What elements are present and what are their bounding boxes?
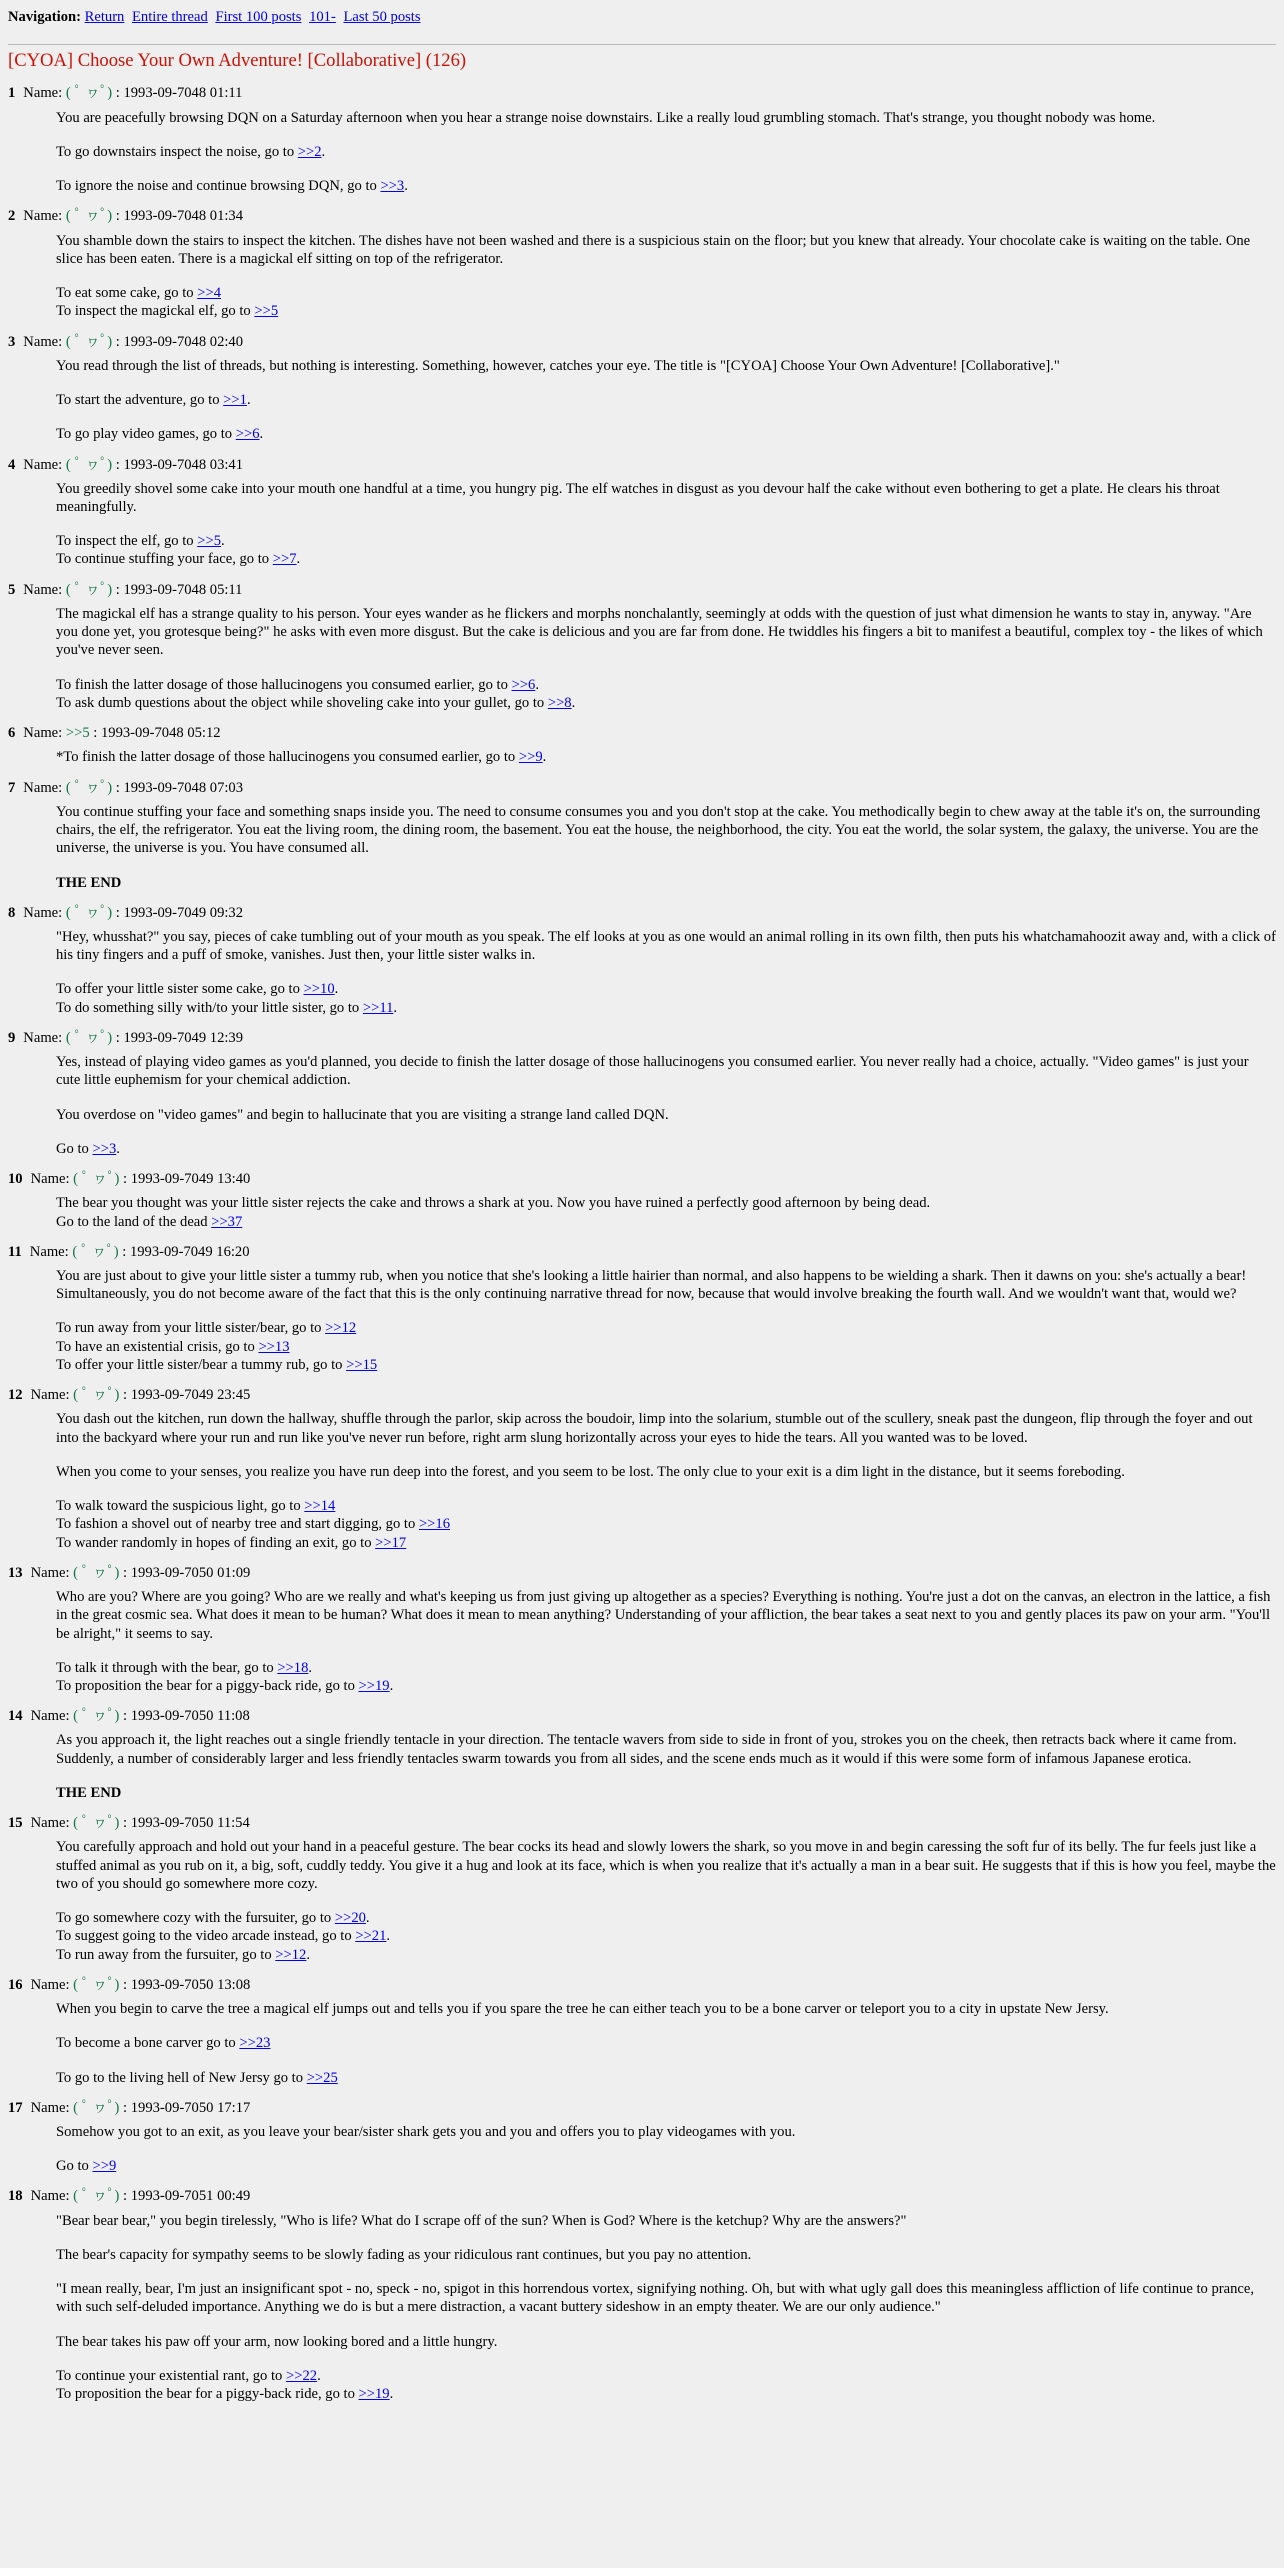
post-paragraph bbox=[56, 2280, 1276, 2316]
post-text: To inspect the elf, go to bbox=[56, 533, 198, 550]
post-name-label: Name: bbox=[23, 208, 63, 225]
post-name-label: Name: bbox=[30, 1171, 70, 1188]
reply-link[interactable]: >>6 bbox=[511, 676, 536, 693]
post bbox=[8, 904, 1276, 1017]
post-text: To start the adventure, go to bbox=[56, 392, 224, 409]
post-text: To go to the living hell of New Jersy go to bbox=[56, 2069, 307, 2086]
post-number: 18 bbox=[8, 2188, 23, 2205]
post-paragraph bbox=[56, 2034, 1276, 2052]
post bbox=[8, 1386, 1276, 1552]
post-text: You are peacefully browsing DQN on a Saturday afternoon when you hear a strange noise downstairs. Like a really loud grumbling stomach. That's strange, you thought nobody was home. bbox=[56, 109, 1156, 126]
poster-name: ( ﾟ ヮﾟ) bbox=[73, 1815, 120, 1832]
post-body bbox=[56, 2212, 1276, 2404]
post-paragraph bbox=[56, 1497, 1276, 1552]
post-name-label: Name: bbox=[23, 1029, 63, 1046]
post bbox=[8, 1243, 1276, 1374]
post-paragraph bbox=[56, 284, 1276, 320]
post-body bbox=[56, 1053, 1276, 1158]
post-name-label: Name: bbox=[30, 1815, 70, 1832]
post-text: . bbox=[317, 2367, 321, 2384]
post-number: 2 bbox=[8, 208, 16, 225]
post-number: 16 bbox=[8, 1976, 23, 1993]
poster-name: ( ﾟ ヮﾟ) bbox=[65, 779, 113, 796]
post-text: . bbox=[389, 2386, 394, 2403]
post-text: The bear you thought was your little sister rejects the cake and throws a shark at you. Now you have ruined a perfectly good afternoon by being dead. bbox=[56, 1195, 931, 1212]
post-body bbox=[56, 232, 1276, 321]
poster-name: ( ﾟ ヮﾟ) bbox=[73, 1976, 120, 1993]
post-number: 13 bbox=[8, 1564, 23, 1581]
post-paragraph bbox=[56, 2157, 1276, 2175]
post-text: Go to the land of the dead bbox=[56, 1213, 212, 1230]
reply-link[interactable]: >>23 bbox=[239, 2035, 271, 2052]
post bbox=[8, 456, 1276, 569]
poster-name: ( ﾟ ヮﾟ) bbox=[65, 333, 113, 350]
post-date: 1993-09-7049 12:39 bbox=[123, 1029, 244, 1046]
post-header: 17 Name: ( ﾟ ヮﾟ) : 1993-09-7050 17:17 bbox=[8, 2099, 251, 2116]
post-body bbox=[56, 480, 1276, 569]
post bbox=[8, 2099, 1276, 2176]
post-body bbox=[56, 928, 1276, 1017]
post-text: To do something silly with/to your little sister, go to bbox=[56, 999, 363, 1016]
poster-name: ( ﾟ ヮﾟ) bbox=[65, 581, 113, 598]
reply-link[interactable]: >>12 bbox=[275, 1946, 307, 1963]
post-name-label: Name: bbox=[30, 2188, 70, 2205]
reply-link[interactable]: >>37 bbox=[211, 1213, 243, 1230]
poster-name: ( ﾟ ヮﾟ) bbox=[73, 1387, 120, 1404]
reply-link[interactable]: >>16 bbox=[418, 1516, 450, 1533]
post-text: To run away from your little sister/bear, go to bbox=[56, 1320, 326, 1337]
post bbox=[8, 333, 1276, 444]
post-text: To continue stuffing your face, go to bbox=[56, 551, 273, 568]
post bbox=[8, 779, 1276, 892]
post-number: 10 bbox=[8, 1171, 23, 1188]
post bbox=[8, 2187, 1276, 2403]
post-name-label: Name: bbox=[23, 333, 63, 350]
poster-name: ( ﾟ ヮﾟ) bbox=[65, 456, 113, 473]
post-paragraph bbox=[56, 232, 1276, 268]
post-text: . bbox=[386, 1928, 391, 1945]
post-number: 7 bbox=[8, 779, 16, 796]
post bbox=[8, 724, 1276, 766]
post bbox=[8, 1170, 1276, 1231]
reply-link[interactable]: >>15 bbox=[346, 1356, 378, 1373]
post-number: 17 bbox=[8, 2099, 23, 2116]
post-text: To finish the latter dosage of those hallucinogens you consumed earlier, go to bbox=[56, 676, 512, 693]
post-paragraph bbox=[56, 1319, 1276, 1374]
post-date: 1993-09-7048 01:34 bbox=[123, 208, 244, 225]
post-header: 15 Name: ( ﾟ ヮﾟ) : 1993-09-7050 11:54 bbox=[8, 1815, 250, 1832]
post-text: To fashion a shovel out of nearby tree and start digging, go to bbox=[56, 1516, 419, 1533]
post-name-label: Name: bbox=[30, 1708, 70, 1725]
post-paragraph bbox=[56, 143, 1276, 161]
post-text: To proposition the bear for a piggy-back ride, go to bbox=[56, 2386, 359, 2403]
post-header: 16 Name: ( ﾟ ヮﾟ) : 1993-09-7050 13:08 bbox=[8, 1976, 251, 1993]
post-name-label: Name: bbox=[23, 904, 63, 921]
post-paragraph bbox=[56, 2246, 1276, 2264]
post-text: . bbox=[246, 392, 251, 409]
reply-link[interactable]: >>13 bbox=[258, 1338, 290, 1355]
post-header: 13 Name: ( ﾟ ヮﾟ) : 1993-09-7050 01:09 bbox=[8, 1564, 251, 1581]
post bbox=[8, 581, 1276, 712]
post-date: 1993-09-7050 13:08 bbox=[130, 1976, 251, 1993]
post-number: 8 bbox=[8, 904, 16, 921]
post-paragraph bbox=[56, 748, 1276, 766]
post-body bbox=[56, 109, 1276, 196]
poster-name: ( ﾟ ヮﾟ) bbox=[73, 1171, 120, 1188]
nav-link-101[interactable]: 101- bbox=[309, 9, 336, 25]
the-end-text: THE END bbox=[56, 1784, 122, 1801]
post-name-label: Name: bbox=[30, 1564, 70, 1581]
reply-link[interactable]: >>18 bbox=[277, 1659, 309, 1676]
post-header: 14 Name: ( ﾟ ヮﾟ) : 1993-09-7050 11:08 bbox=[8, 1708, 250, 1725]
post-text: The magickal elf has a strange quality to his person. Your eyes wander as he flickers and morphs nonchalantly, seemingly at odds with the question of just what dimension he wants to stay in, anyway. "Are you done yet, you grotesque being?" he asks with even more disgust. But the cake is delicious and you are far from done. He twiddles his fingers a bit to manifest a beautiful, complex toy - the likes of which you've never seen. bbox=[56, 605, 1263, 659]
post-header: 7 Name: ( ﾟ ヮﾟ) : 1993-09-7048 07:03 bbox=[8, 779, 244, 796]
post-number: 11 bbox=[8, 1243, 22, 1260]
reply-link[interactable]: >>6 bbox=[235, 426, 260, 443]
post-text: As you approach it, the light reaches out a single friendly tentacle in your direction. The tentacle wavers from side to side in front of you, strokes you on the cheek, then retracts back where it came from. Suddenly, a number of considerably larger and less friendly tentacles swarm towards you from all sides, and the scene ends much as it would if this were some form of infamous Japanese erotica. bbox=[56, 1732, 1237, 1767]
post-text: Who are you? Where are you going? Who are we really and what's keeping us from just giving up altogether as a species? Everything is nothing. You're just a dot on the canvas, an electron in the lattice, a fish in the great cosmic sea. What does it mean to be human? What does it mean to mean anything? Understanding of your affliction, the bear takes a seat next to you and gently places its paw on your arm. "You'll be alright," it seems to say. bbox=[56, 1589, 1271, 1642]
reply-link[interactable]: >>9 bbox=[518, 749, 543, 766]
post-header: 18 Name: ( ﾟ ヮﾟ) : 1993-09-7051 00:49 bbox=[8, 2188, 251, 2205]
post bbox=[8, 207, 1276, 320]
post-name-label: Name: bbox=[30, 1387, 70, 1404]
post-paragraph bbox=[56, 1784, 1276, 1802]
reply-link[interactable]: >>19 bbox=[358, 1678, 390, 1694]
post-text: . bbox=[334, 981, 339, 998]
post-paragraph bbox=[56, 2123, 1276, 2141]
post-text: *To finish the latter dosage of those hallucinogens you consumed earlier, go to bbox=[56, 749, 519, 766]
post-date: 1993-09-7049 13:40 bbox=[130, 1171, 251, 1188]
post-name-label: Name: bbox=[23, 581, 63, 598]
post-text: To run away from the fursuiter, go to bbox=[56, 1946, 276, 1963]
post-text: To have an existential crisis, go to bbox=[56, 1338, 259, 1355]
post-text: . bbox=[306, 1946, 310, 1963]
post-paragraph bbox=[56, 1053, 1276, 1089]
post-text: You carefully approach and hold out your hand in a peaceful gesture. The bear cocks its head and slowly lowers the shark, so you move in and begin caressing the soft fur of its belly. The fur feels just like a stuffed animal as you rub on it, a big, soft, cuddly teddy. You give it a hug and look at its face, which is when you realize that it's actually a man in a bear suit. He suggests that if this is how you feel, maybe the two of you should go somewhere more cozy. bbox=[56, 1839, 1276, 1892]
post-paragraph bbox=[56, 803, 1276, 858]
post-header: 5 Name: ( ﾟ ヮﾟ) : 1993-09-7048 05:11 bbox=[8, 581, 243, 598]
post-date: 1993-09-7050 17:17 bbox=[130, 2099, 251, 2116]
reply-link[interactable]: >>2 bbox=[297, 143, 322, 160]
post-date: 1993-09-7048 03:41 bbox=[123, 456, 244, 473]
post-name-label: Name: bbox=[23, 456, 63, 473]
post-header: 9 Name: ( ﾟ ヮﾟ) : 1993-09-7049 12:39 bbox=[8, 1029, 244, 1046]
post-date: 1993-09-7048 05:11 bbox=[123, 581, 243, 598]
header-divider bbox=[8, 44, 1276, 45]
post-paragraph bbox=[56, 2069, 1276, 2087]
poster-name: ( ﾟ ヮﾟ) bbox=[65, 1029, 113, 1046]
post-number: 9 bbox=[8, 1029, 16, 1046]
post-paragraph bbox=[56, 874, 1276, 892]
post-text: Go to bbox=[56, 2158, 93, 2175]
reply-link[interactable]: >>3 bbox=[92, 1140, 117, 1157]
post bbox=[8, 1564, 1276, 1695]
post-paragraph bbox=[56, 1838, 1276, 1893]
post-paragraph bbox=[56, 480, 1276, 516]
post-paragraph bbox=[56, 1909, 1276, 1964]
reply-link[interactable]: >>8 bbox=[547, 694, 572, 711]
post-text: . bbox=[404, 178, 408, 195]
post-paragraph bbox=[56, 1731, 1276, 1767]
post-paragraph bbox=[56, 532, 1276, 568]
post-date: 1993-09-7050 01:09 bbox=[130, 1564, 251, 1581]
post-text: To inspect the magickal elf, go to bbox=[56, 303, 255, 320]
post bbox=[8, 1707, 1276, 1802]
post-body bbox=[56, 1588, 1276, 1695]
post-date: 1993-09-7049 23:45 bbox=[130, 1387, 251, 1404]
nav-link-first-100-posts[interactable]: First 100 posts bbox=[215, 9, 302, 25]
reply-link[interactable]: >>9 bbox=[92, 2158, 117, 2175]
post-text: To go somewhere cozy with the fursuiter, go to bbox=[56, 1910, 335, 1927]
post-header: 2 Name: ( ﾟ ヮﾟ) : 1993-09-7048 01:34 bbox=[8, 208, 244, 225]
post-number: 5 bbox=[8, 581, 16, 598]
post-text: . bbox=[259, 426, 264, 443]
post-paragraph bbox=[56, 1659, 1276, 1695]
post-text: . bbox=[296, 551, 301, 568]
post-name-label: Name: bbox=[29, 1243, 69, 1260]
post-number: 4 bbox=[8, 456, 16, 473]
post-text: To wander randomly in hopes of finding an exit, go to bbox=[56, 1534, 376, 1551]
nav-link-last-50-posts[interactable]: Last 50 posts bbox=[343, 9, 421, 25]
post-paragraph bbox=[56, 928, 1276, 964]
the-end-text: THE END bbox=[56, 874, 122, 891]
post-text: Go to bbox=[56, 1140, 93, 1157]
post-number: 3 bbox=[8, 333, 16, 350]
post-text: You read through the list of threads, but nothing is interesting. Something, however, catches your eye. The title is "[CYOA] Choose Your Own Adventure! [Collaborative]." bbox=[56, 357, 1060, 374]
post-body bbox=[56, 803, 1276, 892]
post-text: To suggest going to the video arcade instead, go to bbox=[56, 1928, 356, 1945]
post-text: The bear's capacity for sympathy seems to be slowly fading as your ridiculous rant continues, but you pay no attention. bbox=[56, 2246, 752, 2263]
navigation-label: Navigation: bbox=[8, 9, 81, 25]
navigation-links bbox=[85, 9, 425, 25]
post bbox=[8, 1976, 1276, 2087]
post-paragraph bbox=[56, 2000, 1276, 2018]
post-date: 1993-09-7048 02:40 bbox=[123, 333, 244, 350]
post-paragraph bbox=[56, 425, 1276, 443]
post-header: 10 Name: ( ﾟ ヮﾟ) : 1993-09-7049 13:40 bbox=[8, 1171, 251, 1188]
poster-name: ( ﾟ ヮﾟ) bbox=[73, 1564, 120, 1581]
reply-link[interactable]: >>22 bbox=[286, 2367, 318, 2384]
post-text: To go play video games, go to bbox=[56, 426, 236, 443]
post-text: To go downstairs inspect the noise, go to bbox=[56, 143, 298, 160]
post-text: You continue stuffing your face and something snaps inside you. The need to consume consumes you and you don't stop at the cake. You methodically begin to chew away at the table it's on, the surrounding chairs, the elf, the refrigerator. You eat the living room, the dining room, the basement. You eat the house, the neighborhood, the city. You eat the world, the solar system, the galaxy, the universe. You are the universe, the universe is you. You have consumed all. bbox=[56, 803, 1261, 857]
post-text: You overdose on "video games" and begin to hallucinate that you are visiting a strange land called DQN. bbox=[56, 1106, 669, 1123]
post-paragraph bbox=[56, 109, 1276, 127]
post-text: To ignore the noise and continue browsing DQN, go to bbox=[56, 178, 381, 195]
post-paragraph bbox=[56, 676, 1276, 712]
post-body bbox=[56, 2123, 1276, 2175]
post-header: 11 Name: ( ﾟ ヮﾟ) : 1993-09-7049 16:20 bbox=[8, 1243, 250, 1260]
post-date: 1993-09-7050 11:54 bbox=[130, 1815, 250, 1832]
post-paragraph bbox=[56, 2333, 1276, 2351]
post-text: . bbox=[571, 694, 576, 711]
post-paragraph bbox=[56, 1588, 1276, 1643]
post-paragraph bbox=[56, 1106, 1276, 1124]
post-text: . bbox=[116, 1140, 120, 1157]
post-text: "I mean really, bear, I'm just an insignificant spot - no, speck - no, spigot in this horrendous vortex, signifying nothing. Oh, but with what ugly gall does this meaningless affliction of life continue to prance, with such self-deluded importance. Anything we do is but a mere distraction, a vacant buttery sideshow in an empty theater. We are our only audience." bbox=[56, 2281, 1254, 2316]
reply-link[interactable]: >>5 bbox=[197, 533, 221, 550]
post-text: To offer your little sister/bear a tummy rub, go to bbox=[56, 1356, 347, 1373]
post-header: 4 Name: ( ﾟ ヮﾟ) : 1993-09-7048 03:41 bbox=[8, 456, 244, 473]
poster-name: ( ﾟ ヮﾟ) bbox=[65, 208, 113, 225]
post-text: When you come to your senses, you realize you have run deep into the forest, and you seem to be lost. The only clue to your exit is a dim light in the distance, but it seems foreboding. bbox=[56, 1463, 1125, 1480]
post-text: . bbox=[321, 143, 326, 160]
post-number: 6 bbox=[8, 725, 16, 742]
post-text: "Hey, whusshat?" you say, pieces of cake tumbling out of your mouth as you speak. The elf looks at you as one would an animal rolling in its own filth, then puts his whatchamahoozit away and, with a click of his tiny fingers and a puff of smoke, vanishes. Just then, your little sister walks in. bbox=[56, 928, 1276, 964]
reply-link[interactable]: >>25 bbox=[306, 2069, 338, 2086]
post-text: You greedily shovel some cake into your mouth one handful at a time, you hungry pig. The elf watches in disgust as you devour half the cake without even bothering to get a plate. He clears his throat meaningfully. bbox=[56, 480, 1220, 515]
reply-link[interactable]: >>7 bbox=[272, 551, 297, 568]
post-header: 1 Name: ( ﾟ ヮﾟ) : 1993-09-7048 01:11 bbox=[8, 85, 243, 102]
nav-link-entire-thread[interactable]: Entire thread bbox=[132, 9, 208, 25]
reply-link[interactable]: >>10 bbox=[303, 981, 335, 998]
poster-name: ( ﾟ ヮﾟ) bbox=[65, 904, 113, 921]
post-header: 3 Name: ( ﾟ ヮﾟ) : 1993-09-7048 02:40 bbox=[8, 333, 244, 350]
post-paragraph bbox=[56, 980, 1276, 1016]
post-text: . bbox=[389, 1678, 394, 1694]
post-body bbox=[56, 2000, 1276, 2087]
post-text: . bbox=[308, 1659, 313, 1676]
reply-link[interactable]: >>11 bbox=[362, 999, 394, 1016]
post-text: . bbox=[393, 999, 398, 1016]
reply-link[interactable]: >>17 bbox=[375, 1534, 407, 1551]
post-text: You dash out the kitchen, run down the hallway, shuffle through the parlor, skip across the boudoir, limp into the solarium, stumble out of the scullery, sneak past the dungeon, flip through the foyer and out into the backyard where your run and run like you've never run before, right arm slung horizontally across your eyes to hide the tears. All you wanted was to be loved. bbox=[56, 1411, 1253, 1446]
navigation-bar bbox=[8, 8, 1276, 26]
reply-link[interactable]: >>20 bbox=[334, 1910, 366, 1927]
post-date: 1993-09-7049 16:20 bbox=[129, 1243, 250, 1260]
post-text: . bbox=[221, 533, 225, 550]
post-text: . bbox=[365, 1910, 370, 1927]
post-body bbox=[56, 357, 1276, 444]
post-paragraph bbox=[56, 605, 1276, 660]
poster-name: ( ﾟ ヮﾟ) bbox=[73, 2188, 120, 2205]
post-name-label: Name: bbox=[30, 1976, 70, 1993]
post-text: To eat some cake, go to bbox=[56, 285, 198, 302]
post-text: The bear takes his paw off your arm, now looking bored and a little hungry. bbox=[56, 2333, 498, 2350]
post-paragraph bbox=[56, 1267, 1276, 1303]
post-text: When you begin to carve the tree a magical elf jumps out and tells you if you spare the tree he can either teach you to be a bone carver or teleport you to a city in upstate New Jersy. bbox=[56, 2001, 1109, 2018]
post-body bbox=[56, 1731, 1276, 1802]
post-list bbox=[8, 84, 1276, 2403]
reply-link[interactable]: >>4 bbox=[197, 285, 221, 302]
reply-link[interactable]: >>14 bbox=[304, 1498, 336, 1515]
post-header: 12 Name: ( ﾟ ヮﾟ) : 1993-09-7049 23:45 bbox=[8, 1387, 251, 1404]
post-number: 14 bbox=[8, 1708, 23, 1725]
post-paragraph bbox=[56, 177, 1276, 195]
post bbox=[8, 1814, 1276, 1964]
post-body bbox=[56, 1838, 1276, 1963]
post-text: To walk toward the suspicious light, go to bbox=[56, 1498, 305, 1515]
post-date: 1993-09-7049 09:32 bbox=[123, 904, 244, 921]
post bbox=[8, 1029, 1276, 1158]
post-text: "Bear bear bear," you begin tirelessly, "Who is life? What do I scrape off of the sun? When is God? Where is the ketchup? Why are the answers?" bbox=[56, 2212, 907, 2229]
post-text: . bbox=[535, 676, 539, 693]
reply-link[interactable]: >>3 bbox=[380, 178, 405, 195]
poster-name: >>5 bbox=[65, 725, 90, 742]
post-text: . bbox=[542, 749, 547, 766]
post-paragraph bbox=[56, 1194, 1276, 1230]
poster-name: ( ﾟ ヮﾟ) bbox=[72, 1243, 119, 1260]
post-paragraph bbox=[56, 1140, 1276, 1158]
post-body bbox=[56, 605, 1276, 712]
post-paragraph bbox=[56, 2367, 1276, 2403]
post-body bbox=[56, 1194, 1276, 1230]
reply-link[interactable]: >>1 bbox=[223, 392, 247, 409]
post-date: 1993-09-7050 11:08 bbox=[130, 1708, 250, 1725]
reply-link[interactable]: >>21 bbox=[355, 1928, 387, 1945]
post-text: To offer your little sister some cake, go to bbox=[56, 981, 304, 998]
post-number: 1 bbox=[8, 85, 16, 102]
post-text: You shamble down the stairs to inspect the kitchen. The dishes have not been washed and there is a suspicious stain on the floor; but you knew that already. Your chocolate cake is waiting on the table. One slice has been eaten. There is a magickal elf sitting on top of the refrigerator. bbox=[56, 232, 1251, 267]
post-text: To ask dumb questions about the object while shoveling cake into your gullet, go to bbox=[56, 694, 548, 711]
post-body bbox=[56, 1267, 1276, 1374]
post-text: To proposition the bear for a piggy-back ride, go to bbox=[56, 1678, 359, 1694]
post-date: 1993-09-7048 07:03 bbox=[123, 779, 244, 796]
post-date: 1993-09-7048 01:11 bbox=[123, 85, 243, 102]
post-paragraph bbox=[56, 391, 1276, 409]
poster-name: ( ﾟ ヮﾟ) bbox=[73, 1708, 120, 1725]
post-text: To talk it through with the bear, go to bbox=[56, 1659, 278, 1676]
post-text: To become a bone carver go to bbox=[56, 2035, 240, 2052]
post-text: Yes, instead of playing video games as you'd planned, you decide to finish the latter dosage of those hallucinogens you consumed earlier. You never really had a choice, actually. "Video games" is just your cute little euphemism for your chemical addiction. bbox=[56, 1054, 1249, 1089]
thread-title: [CYOA] Choose Your Own Adventure! [Collaborative] (126) bbox=[8, 50, 467, 72]
post-body bbox=[56, 1410, 1276, 1551]
reply-link[interactable]: >>12 bbox=[325, 1320, 357, 1337]
nav-link-return[interactable]: Return bbox=[84, 9, 125, 25]
post-text: Somehow you got to an exit, as you leave your bear/sister shark gets you and you and offers you to play videogames with you. bbox=[56, 2123, 796, 2140]
post-header: 6 Name: >>5 : 1993-09-7048 05:12 bbox=[8, 725, 221, 742]
post-paragraph bbox=[56, 1463, 1276, 1481]
post-paragraph bbox=[56, 2212, 1276, 2230]
poster-name: ( ﾟ ヮﾟ) bbox=[65, 85, 113, 102]
post-name-label: Name: bbox=[23, 779, 63, 796]
post-date: 1993-09-7051 00:49 bbox=[130, 2188, 251, 2205]
post-name-label: Name: bbox=[23, 85, 63, 102]
post-number: 12 bbox=[8, 1387, 23, 1404]
post-name-label: Name: bbox=[30, 2099, 70, 2116]
post-number: 15 bbox=[8, 1815, 23, 1832]
post-paragraph bbox=[56, 1410, 1276, 1446]
reply-link[interactable]: >>5 bbox=[254, 303, 279, 320]
post-text: To continue your existential rant, go to bbox=[56, 2367, 286, 2384]
post-date: 1993-09-7048 05:12 bbox=[100, 725, 221, 742]
post-paragraph bbox=[56, 357, 1276, 375]
post-body bbox=[56, 748, 1276, 766]
reply-link[interactable]: >>19 bbox=[358, 2386, 390, 2403]
post-text: You are just about to give your little sister a tummy rub, when you notice that she's looking a little hairier than normal, and also happens to be wielding a shark. Then it dawns on you: she's actually a bear! Simultaneously, you do not become aware of the fact that this is the only continuing narrative thread for now, because that would involve breaking the fourth wall. And we wouldn't want that, would we? bbox=[56, 1268, 1247, 1303]
post bbox=[8, 84, 1276, 195]
post-name-label: Name: bbox=[23, 725, 63, 742]
poster-name: ( ﾟ ヮﾟ) bbox=[73, 2099, 120, 2116]
post-header: 8 Name: ( ﾟ ヮﾟ) : 1993-09-7049 09:32 bbox=[8, 904, 244, 921]
